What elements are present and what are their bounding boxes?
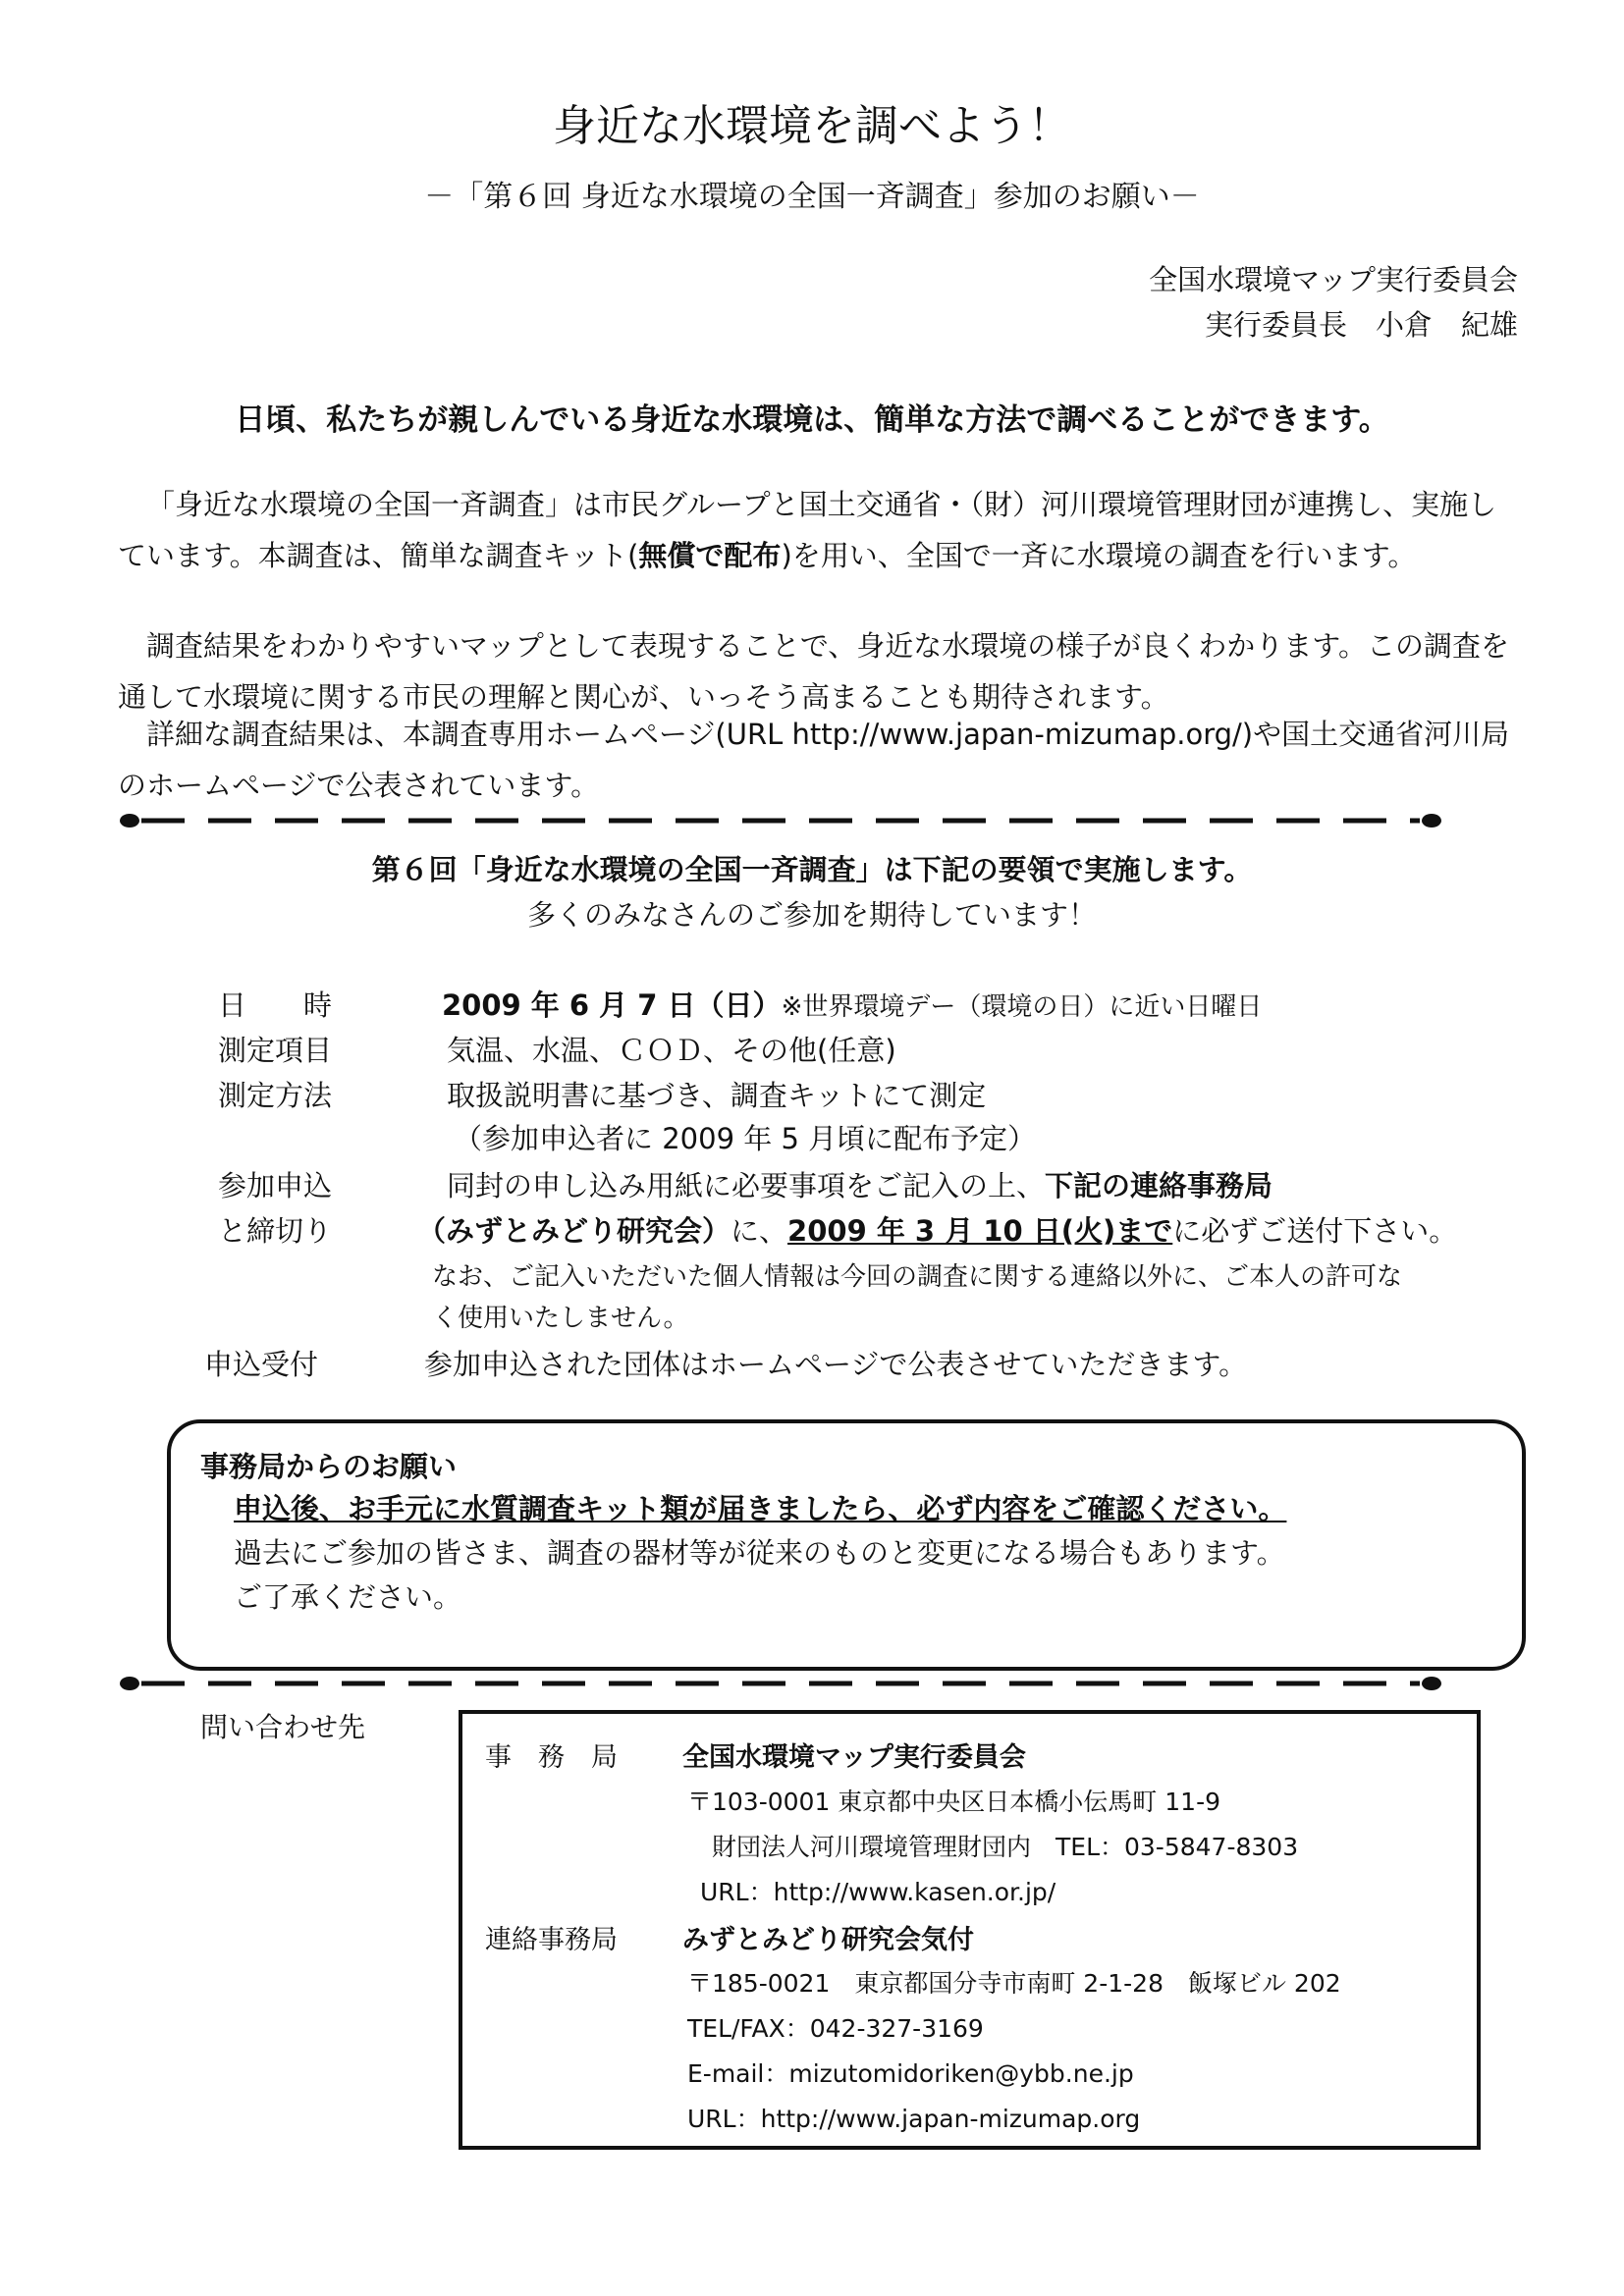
- office-label: 事 務 局: [485, 1742, 618, 1773]
- apply-label-2: と締切り: [218, 1214, 333, 1248]
- items-value: 気温、水温、ＣＯＤ、その他(任意): [447, 1034, 896, 1067]
- liaison-name: みずとみどり研究会気付: [682, 1925, 974, 1955]
- notice-line-1: 申込後、お手元に水質調査キット類が届きましたら、必ず内容をご確認ください。: [234, 1492, 1287, 1525]
- liaison-label: 連絡事務局: [485, 1925, 618, 1955]
- liaison-address: 〒185-0021 東京都国分寺市南町 2-1-28 飯塚ビル 202: [687, 1969, 1341, 1998]
- liaison-tel: TEL/FAX：042-327-3169: [687, 2014, 984, 2043]
- apply-note-1: なお、ご記入いただいた個人情報は今回の調査に関する連絡以外に、ご本人の許可な: [432, 1262, 1403, 1292]
- accept-label: 申込受付: [204, 1348, 319, 1381]
- office-org: 財団法人河川環境管理財団内 TEL：03-5847-8303: [712, 1833, 1299, 1861]
- method-label: 測定方法: [218, 1079, 333, 1112]
- apply-line-1-bold: 下記の連絡事務局: [1045, 1169, 1273, 1202]
- announce-line-2: 多くのみなさんのご参加を期待しています！: [526, 898, 1097, 932]
- apply-line-1: [447, 1164, 1272, 1204]
- contact-heading: 問い合わせ先: [200, 1711, 366, 1743]
- dashed-divider: [118, 811, 1443, 830]
- paragraph-1-bold: 無償で配布: [638, 539, 782, 572]
- date-value: 2009 年 6 月 7 日（日）: [442, 988, 782, 1022]
- liaison-url[interactable]: URL：http://www.japan-mizumap.org: [687, 2105, 1141, 2133]
- apply-note-2: く使用いたしません。: [432, 1304, 689, 1333]
- apply-deadline: 2009 年 3 月 10 日(火)まで: [787, 1214, 1173, 1248]
- notice-line-2: 過去にご参加の皆さま、調査の器材等が従来のものと変更になる場合もあります。: [234, 1536, 1285, 1570]
- page-title: 身近な水環境を調べよう！: [553, 101, 1071, 151]
- apply-line-2-end: に必ずご送付下さい。: [1172, 1214, 1458, 1248]
- page-subtitle: －「第６回 身近な水環境の全国一斉調査」参加のお願い－: [424, 180, 1200, 214]
- notice-line-3: ご了承ください。: [234, 1580, 462, 1614]
- apply-office-name: （みずとみどり研究会）: [417, 1214, 731, 1248]
- apply-line-1-text: 同封の申し込み用紙に必要事項をご記入の上、: [447, 1169, 1046, 1202]
- apply-line-2-mid: に、: [731, 1214, 788, 1248]
- paragraph-1-text-a: 「身近な水環境の全国一斉調査」は市民グループと国土交通省・（財）河川環境管理財団が連携し、実施しています。本調査は、簡単な調査キット(: [118, 488, 1497, 572]
- method-note: （参加申込者に 2009 年 5 月頃に配布予定）: [454, 1122, 1037, 1155]
- date-note: ※世界環境デー（環境の日）に近い日曜日: [781, 992, 1263, 1022]
- lead-sentence: 日頃、私たちが親しんでいる身近な水環境は、簡単な方法で調べることができます。: [235, 402, 1389, 438]
- organization-block: [1149, 257, 1518, 347]
- liaison-email[interactable]: E-mail：mizutomidoriken@ybb.ne.jp: [687, 2059, 1134, 2088]
- dashed-divider-2: [118, 1674, 1443, 1693]
- method-value: 取扱説明書に基づき、調査キットにて測定: [447, 1079, 987, 1112]
- date-label: 日 時: [218, 988, 333, 1022]
- accept-value: 参加申込された団体はホームページで公表させていただきます。: [424, 1348, 1248, 1381]
- apply-label-1: 参加申込: [218, 1169, 333, 1202]
- office-url[interactable]: URL：http://www.kasen.or.jp/: [700, 1878, 1056, 1906]
- notice-heading: 事務局からのお願い: [200, 1450, 458, 1483]
- paragraph-1: [118, 479, 1512, 581]
- announce-line-1: 第６回「身近な水環境の全国一斉調査」は下記の要領で実施します。: [371, 853, 1253, 886]
- organization-name: 全国水環境マップ実行委員会: [1149, 263, 1518, 296]
- office-name: 全国水環境マップ実行委員会: [682, 1742, 1026, 1773]
- paragraph-3: 詳細な調査結果は、本調査専用ホームページ(URL http://www.japan-mizumap.org/)や国土交通省河川局のホームページで公表されています。: [118, 718, 1510, 802]
- paragraph-1-text-b: )を用い、全国で一斉に水環境の調査を行います。: [781, 539, 1417, 572]
- apply-line-2: [417, 1209, 1457, 1250]
- office-address: 〒103-0001 東京都中央区日本橋小伝馬町 11-9: [687, 1788, 1220, 1816]
- items-label: 測定項目: [218, 1034, 333, 1067]
- paragraph-2: 調査結果をわかりやすいマップとして表現することで、身近な水環境の様子が良くわかります。この調査を通して水環境に関する市民の理解と関心が、いっそう高まることも期待されます。: [118, 629, 1509, 714]
- chairperson: 実行委員長 小倉 紀雄: [1204, 308, 1518, 342]
- date-row: [442, 984, 1262, 1024]
